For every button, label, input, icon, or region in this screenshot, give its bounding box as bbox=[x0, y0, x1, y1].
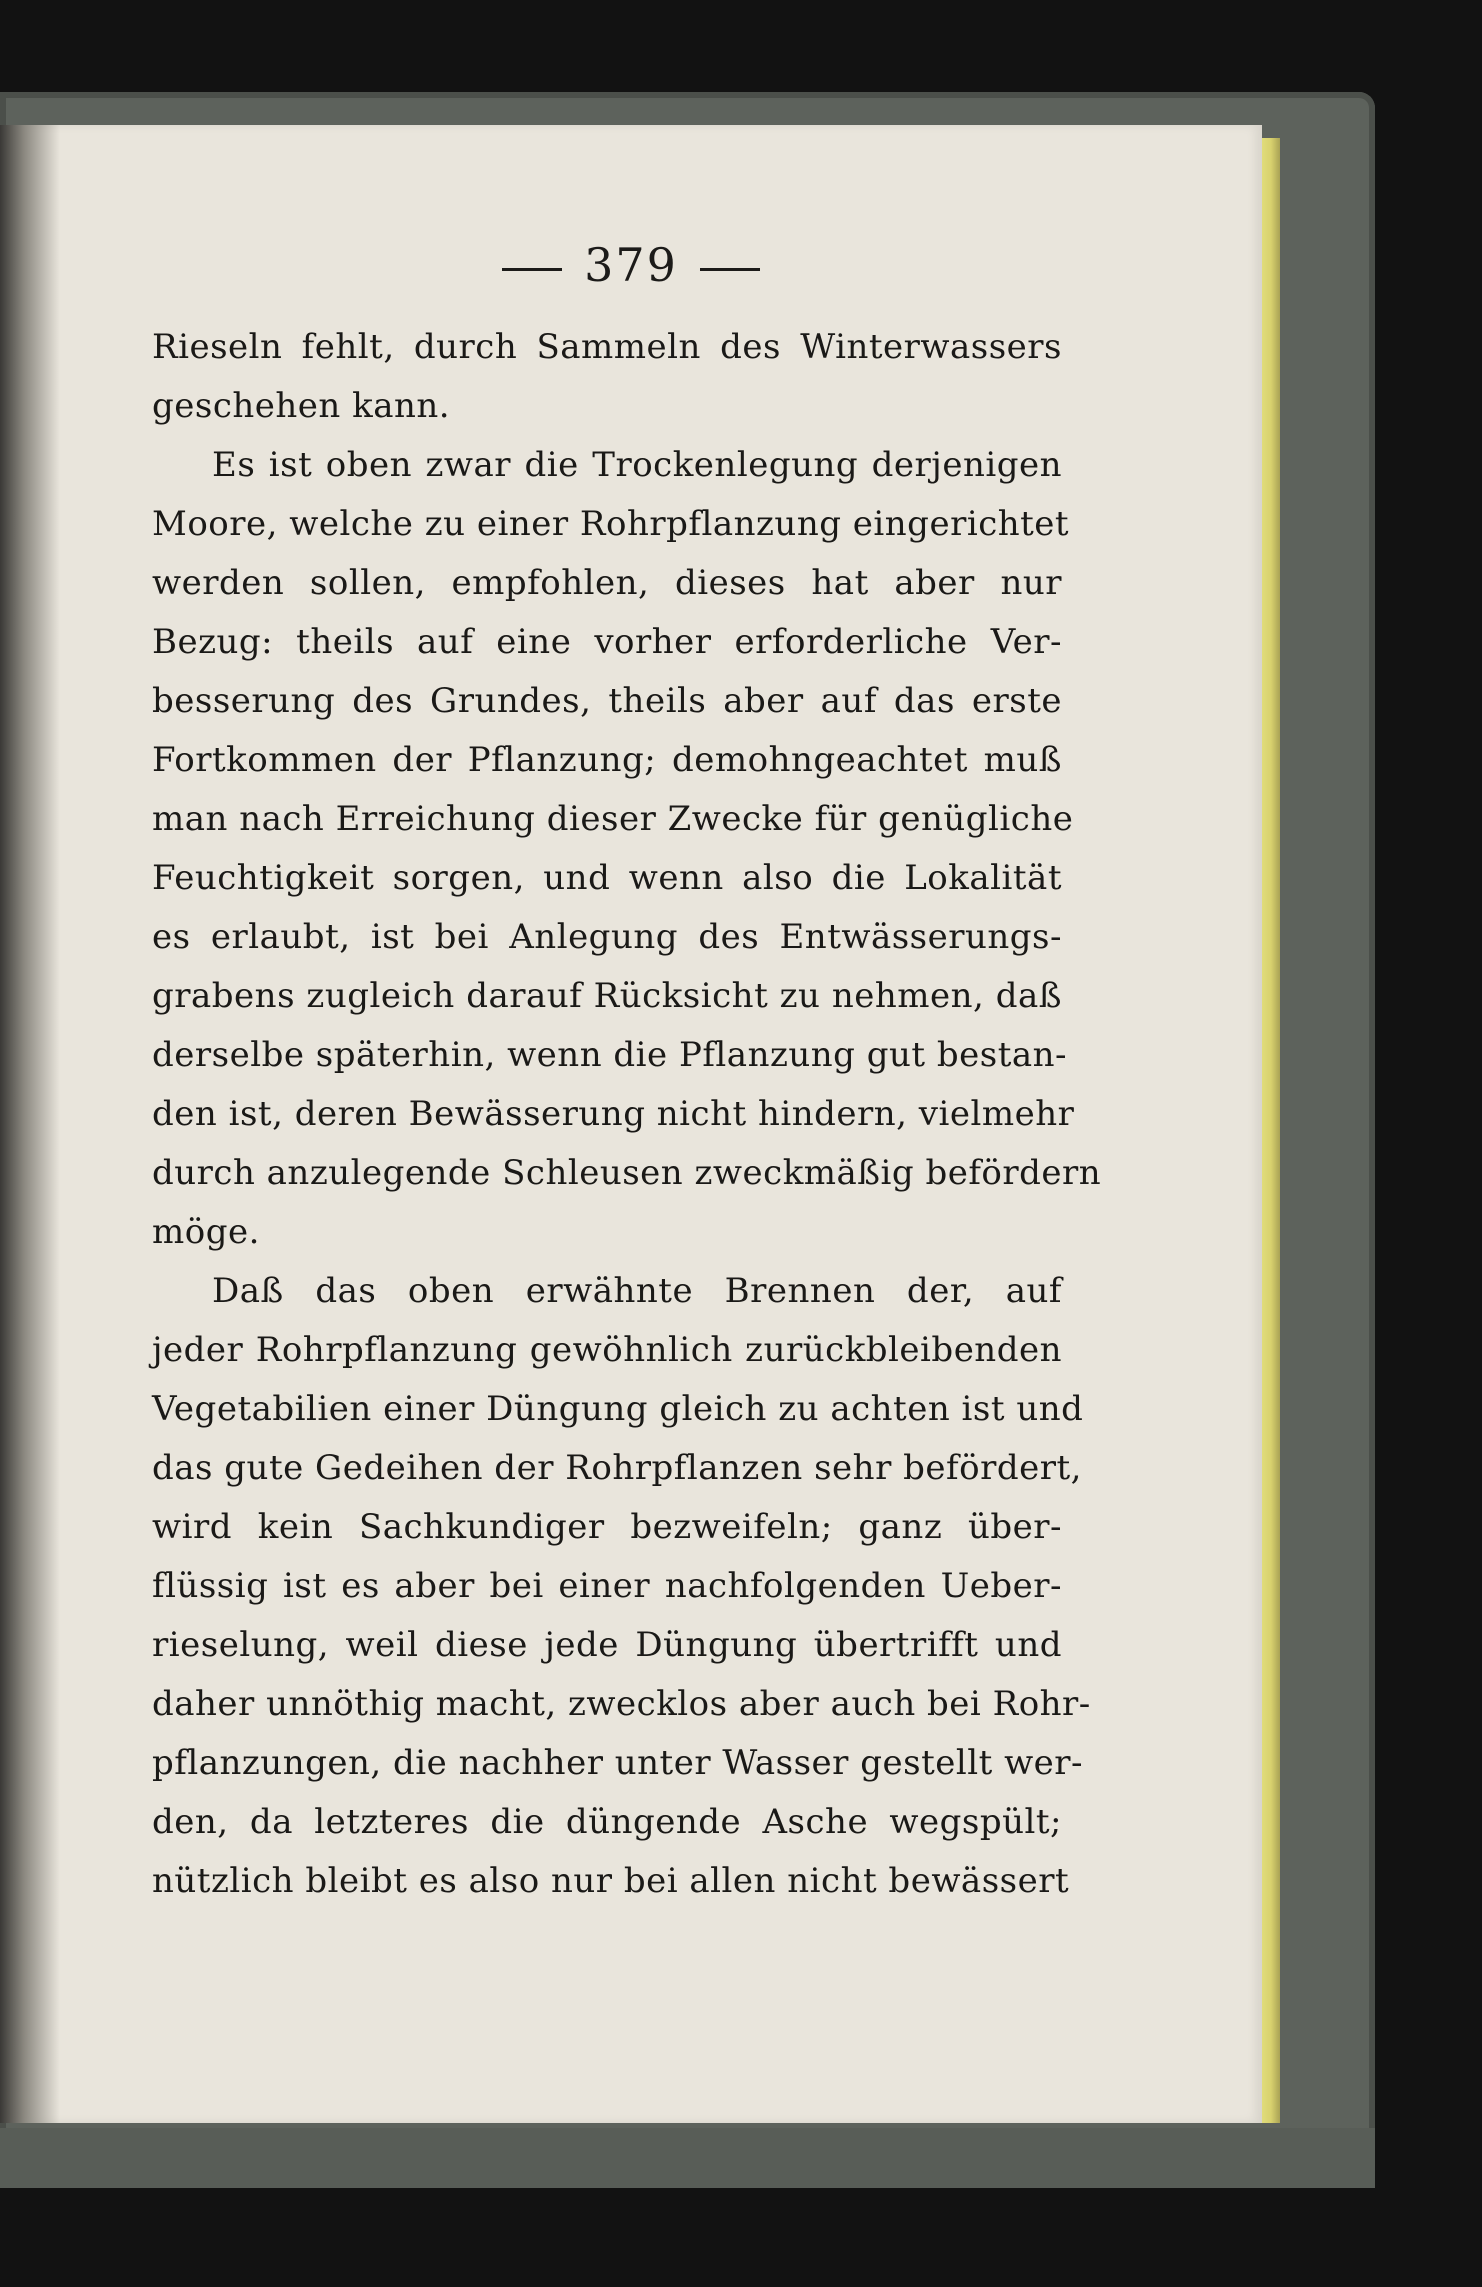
text-line: das gute Gedeihen der Rohrpflanzen sehr befördert, bbox=[152, 1448, 1082, 1488]
page-gutter bbox=[0, 125, 60, 2123]
text-line: wird kein Sachkundiger bezweifeln; ganz über- bbox=[152, 1507, 1062, 1547]
page-number-header bbox=[0, 238, 1262, 292]
text-line: jeder Rohrpflanzung gewöhnlich zurückbleibenden bbox=[152, 1330, 1062, 1370]
text-line: flüssig ist es aber bei einer nachfolgenden Ueber- bbox=[152, 1566, 1062, 1606]
body-text bbox=[152, 318, 1102, 1911]
text-line: Feuchtigkeit sorgen, und wenn also die Lokalität bbox=[152, 858, 1062, 898]
text-line: Vegetabilien einer Düngung gleich zu achten ist und bbox=[152, 1389, 1084, 1429]
page-number: 379 bbox=[584, 238, 678, 292]
left-dash bbox=[502, 268, 562, 271]
text-line: rieselung, weil diese jede Düngung übertrifft und bbox=[152, 1625, 1062, 1665]
text-line: Bezug: theils auf eine vorher erforderliche Ver- bbox=[152, 622, 1062, 662]
text-line: Fortkommen der Pflanzung; demohngeachtet muß bbox=[152, 740, 1062, 780]
text-line: Moore, welche zu einer Rohrpflanzung eingerichtet bbox=[152, 504, 1070, 544]
text-line: geschehen kann. bbox=[152, 386, 451, 426]
book-cover-bottom bbox=[0, 2128, 1375, 2188]
text-line: derselbe späterhin, wenn die Pflanzung gut bestan- bbox=[152, 1035, 1068, 1075]
text-line: pflanzungen, die nachher unter Wasser gestellt wer- bbox=[152, 1743, 1084, 1783]
text-line: Daß das oben erwähnte Brennen der, auf bbox=[212, 1271, 1062, 1311]
text-line: den ist, deren Bewässerung nicht hindern, vielmehr bbox=[152, 1094, 1075, 1134]
text-line: es erlaubt, ist bei Anlegung des Entwässerungs- bbox=[152, 917, 1062, 957]
text-line: durch anzulegende Schleusen zweckmäßig befördern bbox=[152, 1153, 1102, 1193]
text-line: möge. bbox=[152, 1212, 260, 1252]
text-line: Rieseln fehlt, durch Sammeln des Winterwassers bbox=[152, 327, 1062, 367]
text-line: werden sollen, empfohlen, dieses hat aber nur bbox=[152, 563, 1062, 603]
text-line: nützlich bleibt es also nur bei allen nicht bewässert bbox=[152, 1861, 1070, 1901]
right-dash bbox=[700, 268, 760, 271]
text-line: daher unnöthig macht, zwecklos aber auch bei Rohr- bbox=[152, 1684, 1091, 1724]
text-line: grabens zugleich darauf Rücksicht zu nehmen, daß bbox=[152, 976, 1062, 1016]
text-line: besserung des Grundes, theils aber auf das erste bbox=[152, 681, 1062, 721]
text-line: man nach Erreichung dieser Zwecke für genügliche bbox=[152, 799, 1074, 839]
text-line: den, da letzteres die düngende Asche wegspült; bbox=[152, 1802, 1062, 1842]
text-line: Es ist oben zwar die Trockenlegung derjenigen bbox=[212, 445, 1062, 485]
